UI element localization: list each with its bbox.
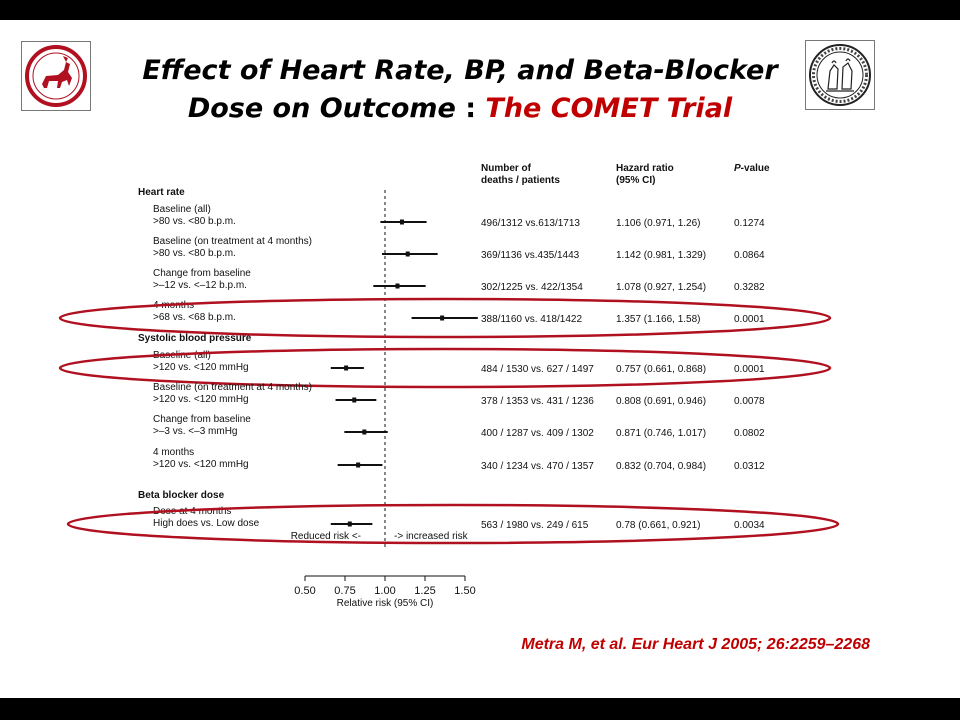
row-hazard-ratio: 1.106 (0.971, 1.26) [616,218,701,229]
row-label-secondary: High does vs. Low dose [153,518,260,529]
direction-left-label: Reduced risk <- [290,531,361,542]
header-p-rest: -value [740,163,770,174]
point-estimate [344,366,348,371]
header-hr-line1: Hazard ratio [616,163,674,174]
x-tick-label: 0.50 [294,585,316,597]
row-label-secondary: >–12 vs. <–12 b.p.m. [153,280,247,291]
row-counts: 496/1312 vs.613/1713 [481,218,580,229]
title-line-1: Effect of Heart Rate, BP, and Beta-Blocker [142,55,778,86]
row-label-secondary: >120 vs. <120 mmHg [153,459,249,470]
row-label-primary: 4 months [153,300,195,311]
point-estimate [356,463,360,468]
row-label-secondary: >80 vs. <80 b.p.m. [153,248,236,259]
x-tick-label: 1.50 [454,585,476,597]
header-hr-line2: (95% CI) [616,175,656,186]
row-hazard-ratio: 1.142 (0.981, 1.329) [616,250,707,261]
row-p-value: 0.0001 [734,364,765,375]
row-label-secondary: >120 vs. <120 mmHg [153,394,249,405]
row-label-primary: Change from baseline [153,414,251,425]
row-hazard-ratio: 0.757 (0.661, 0.868) [616,364,707,375]
row-label-secondary: >80 vs. <80 b.p.m. [153,216,236,227]
citation: Metra M, et al. Eur Heart J 2005; 26:2259–2268 [521,636,870,653]
title-line-2-main: Dose on Outcome [187,93,456,124]
row-label-secondary: >–3 vs. <–3 mmHg [153,426,238,437]
forest-plot [0,20,960,698]
point-estimate [395,284,399,289]
row-hazard-ratio: 0.808 (0.691, 0.946) [616,396,707,407]
row-label-primary: Baseline (on treatment at 4 months) [153,236,312,247]
row-p-value: 0.1274 [734,218,765,229]
group-header: Beta blocker dose [138,490,225,501]
row-hazard-ratio: 1.357 (1.166, 1.58) [616,314,701,325]
row-counts: 400 / 1287 vs. 409 / 1302 [481,428,594,439]
row-p-value: 0.0312 [734,461,765,472]
row-label-secondary: >120 vs. <120 mmHg [153,362,249,373]
row-counts: 484 / 1530 vs. 627 / 1497 [481,364,594,375]
row-hazard-ratio: 1.078 (0.927, 1.254) [616,282,707,293]
point-estimate [440,316,444,321]
x-axis-label: Relative risk (95% CI) [336,598,434,609]
slide [0,20,960,698]
group-header: Systolic blood pressure [138,333,252,344]
x-tick-label: 1.00 [374,585,396,597]
direction-right-label: -> increased risk [394,531,468,542]
row-label-primary: Baseline (all) [153,350,211,361]
row-p-value: 0.0864 [734,250,765,261]
title-separator: : [455,93,486,124]
row-p-value: 0.3282 [734,282,765,293]
point-estimate [352,398,356,403]
row-label-primary: Dose at 4 months [153,506,232,517]
row-counts: 369/1136 vs.435/1443 [481,250,580,261]
header-counts-line1: Number of [481,163,531,174]
row-p-value: 0.0078 [734,396,765,407]
row-hazard-ratio: 0.78 (0.661, 0.921) [616,520,701,531]
row-label-primary: 4 months [153,447,195,458]
row-p-value: 0.0034 [734,520,765,531]
title-trial-name: The COMET Trial [485,93,733,124]
row-p-value: 0.0001 [734,314,765,325]
row-counts: 302/1225 vs. 422/1354 [481,282,583,293]
row-counts: 388/1160 vs. 418/1422 [481,314,583,325]
header-p-value [734,163,770,174]
header-p-italic: P [734,163,741,174]
x-tick-label: 1.25 [414,585,436,597]
row-p-value: 0.0802 [734,428,765,439]
point-estimate [348,522,352,527]
point-estimate [362,430,366,435]
row-label-primary: Baseline (all) [153,204,211,215]
row-hazard-ratio: 0.871 (0.746, 1.017) [616,428,707,439]
row-label-primary: Change from baseline [153,268,251,279]
point-estimate [406,252,410,257]
header-counts-line2: deaths / patients [481,175,560,186]
row-counts: 378 / 1353 vs. 431 / 1236 [481,396,594,407]
group-header: Heart rate [138,187,185,198]
row-hazard-ratio: 0.832 (0.704, 0.984) [616,461,707,472]
x-tick-label: 0.75 [334,585,356,597]
row-counts: 340 / 1234 vs. 470 / 1357 [481,461,594,472]
row-counts: 563 / 1980 vs. 249 / 615 [481,520,589,531]
row-label-primary: Baseline (on treatment at 4 months) [153,382,312,393]
row-label-secondary: >68 vs. <68 b.p.m. [153,312,236,323]
point-estimate [400,220,404,225]
